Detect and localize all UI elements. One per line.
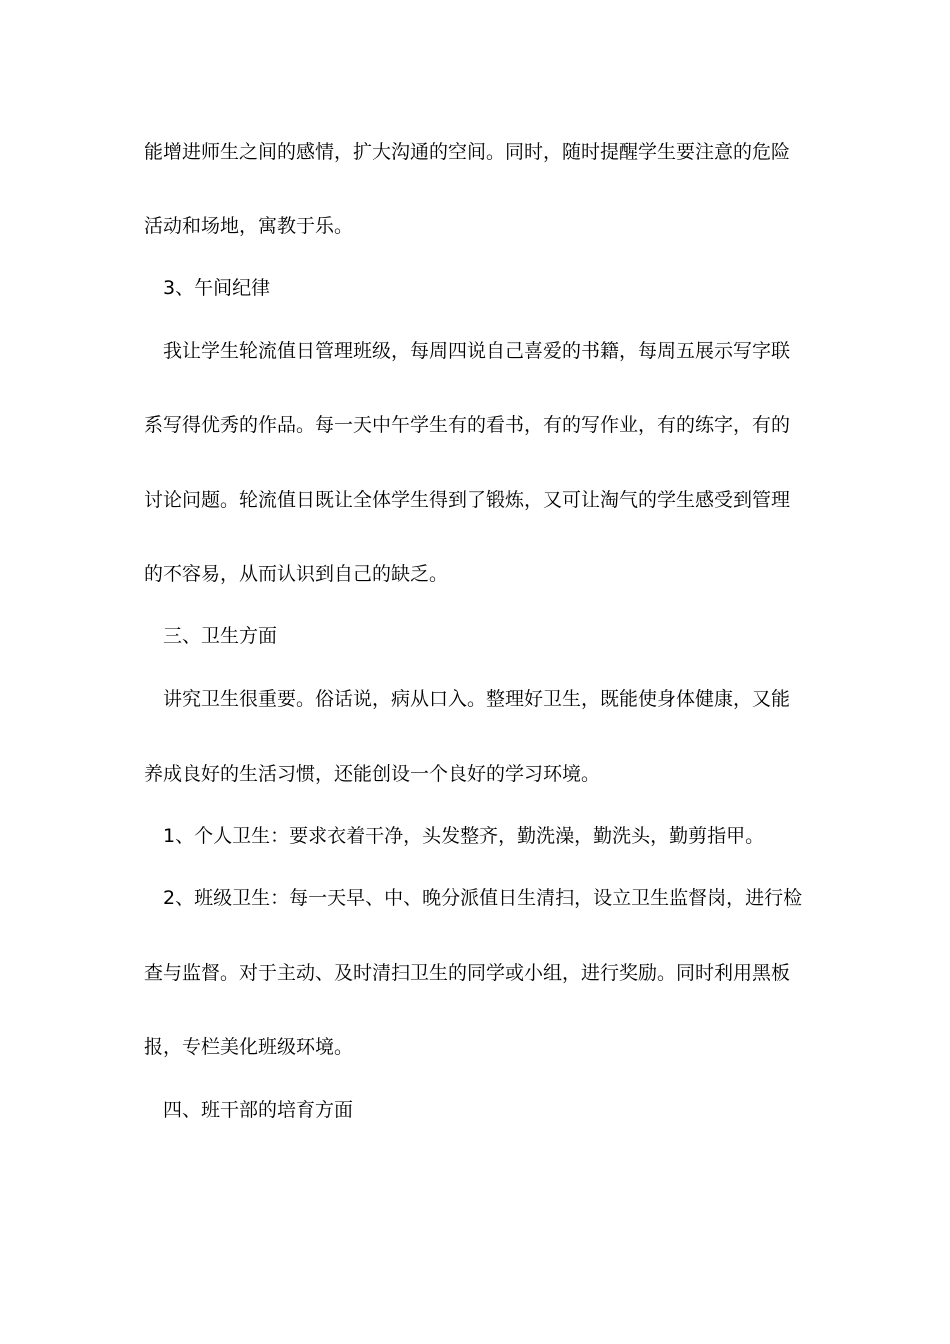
- list-item: 2、班级卫生：每一天早、中、晚分派值日生清扫，设立卫生监督岗，进行检: [163, 887, 803, 909]
- paragraph-line: 查与监督。对于主动、及时清扫卫生的同学或小组，进行奖励。同时利用黑板: [144, 962, 791, 984]
- paragraph-line: 我让学生轮流值日管理班级，每周四说自己喜爱的书籍，每周五展示写字联: [163, 340, 791, 362]
- section-heading: 三、卫生方面: [163, 625, 278, 647]
- paragraph-line: 系写得优秀的作品。每一天中午学生有的看书，有的写作业，有的练字，有的: [144, 414, 791, 436]
- paragraph-line: 的不容易，从而认识到自己的缺乏。: [144, 563, 449, 585]
- paragraph-line: 养成良好的生活习惯，还能创设一个良好的学习环境。: [144, 763, 601, 785]
- section-heading: 四、班干部的培育方面: [163, 1099, 354, 1121]
- section-heading: 3、午间纪律: [163, 277, 271, 299]
- paragraph-line: 活动和场地，寓教于乐。: [144, 215, 354, 237]
- paragraph-line: 报，专栏美化班级环境。: [144, 1036, 354, 1058]
- paragraph-line: 能增进师生之间的感情，扩大沟通的空间。同时，随时提醒学生要注意的危险: [144, 141, 791, 163]
- paragraph-line: 讲究卫生很重要。俗话说，病从口入。整理好卫生，既能使身体健康，又能: [163, 688, 791, 710]
- list-item: 1、个人卫生：要求衣着干净，头发整齐，勤洗澡，勤洗头，勤剪指甲。: [163, 825, 765, 847]
- paragraph-line: 讨论问题。轮流值日既让全体学生得到了锻炼，又可让淘气的学生感受到管理: [144, 489, 791, 511]
